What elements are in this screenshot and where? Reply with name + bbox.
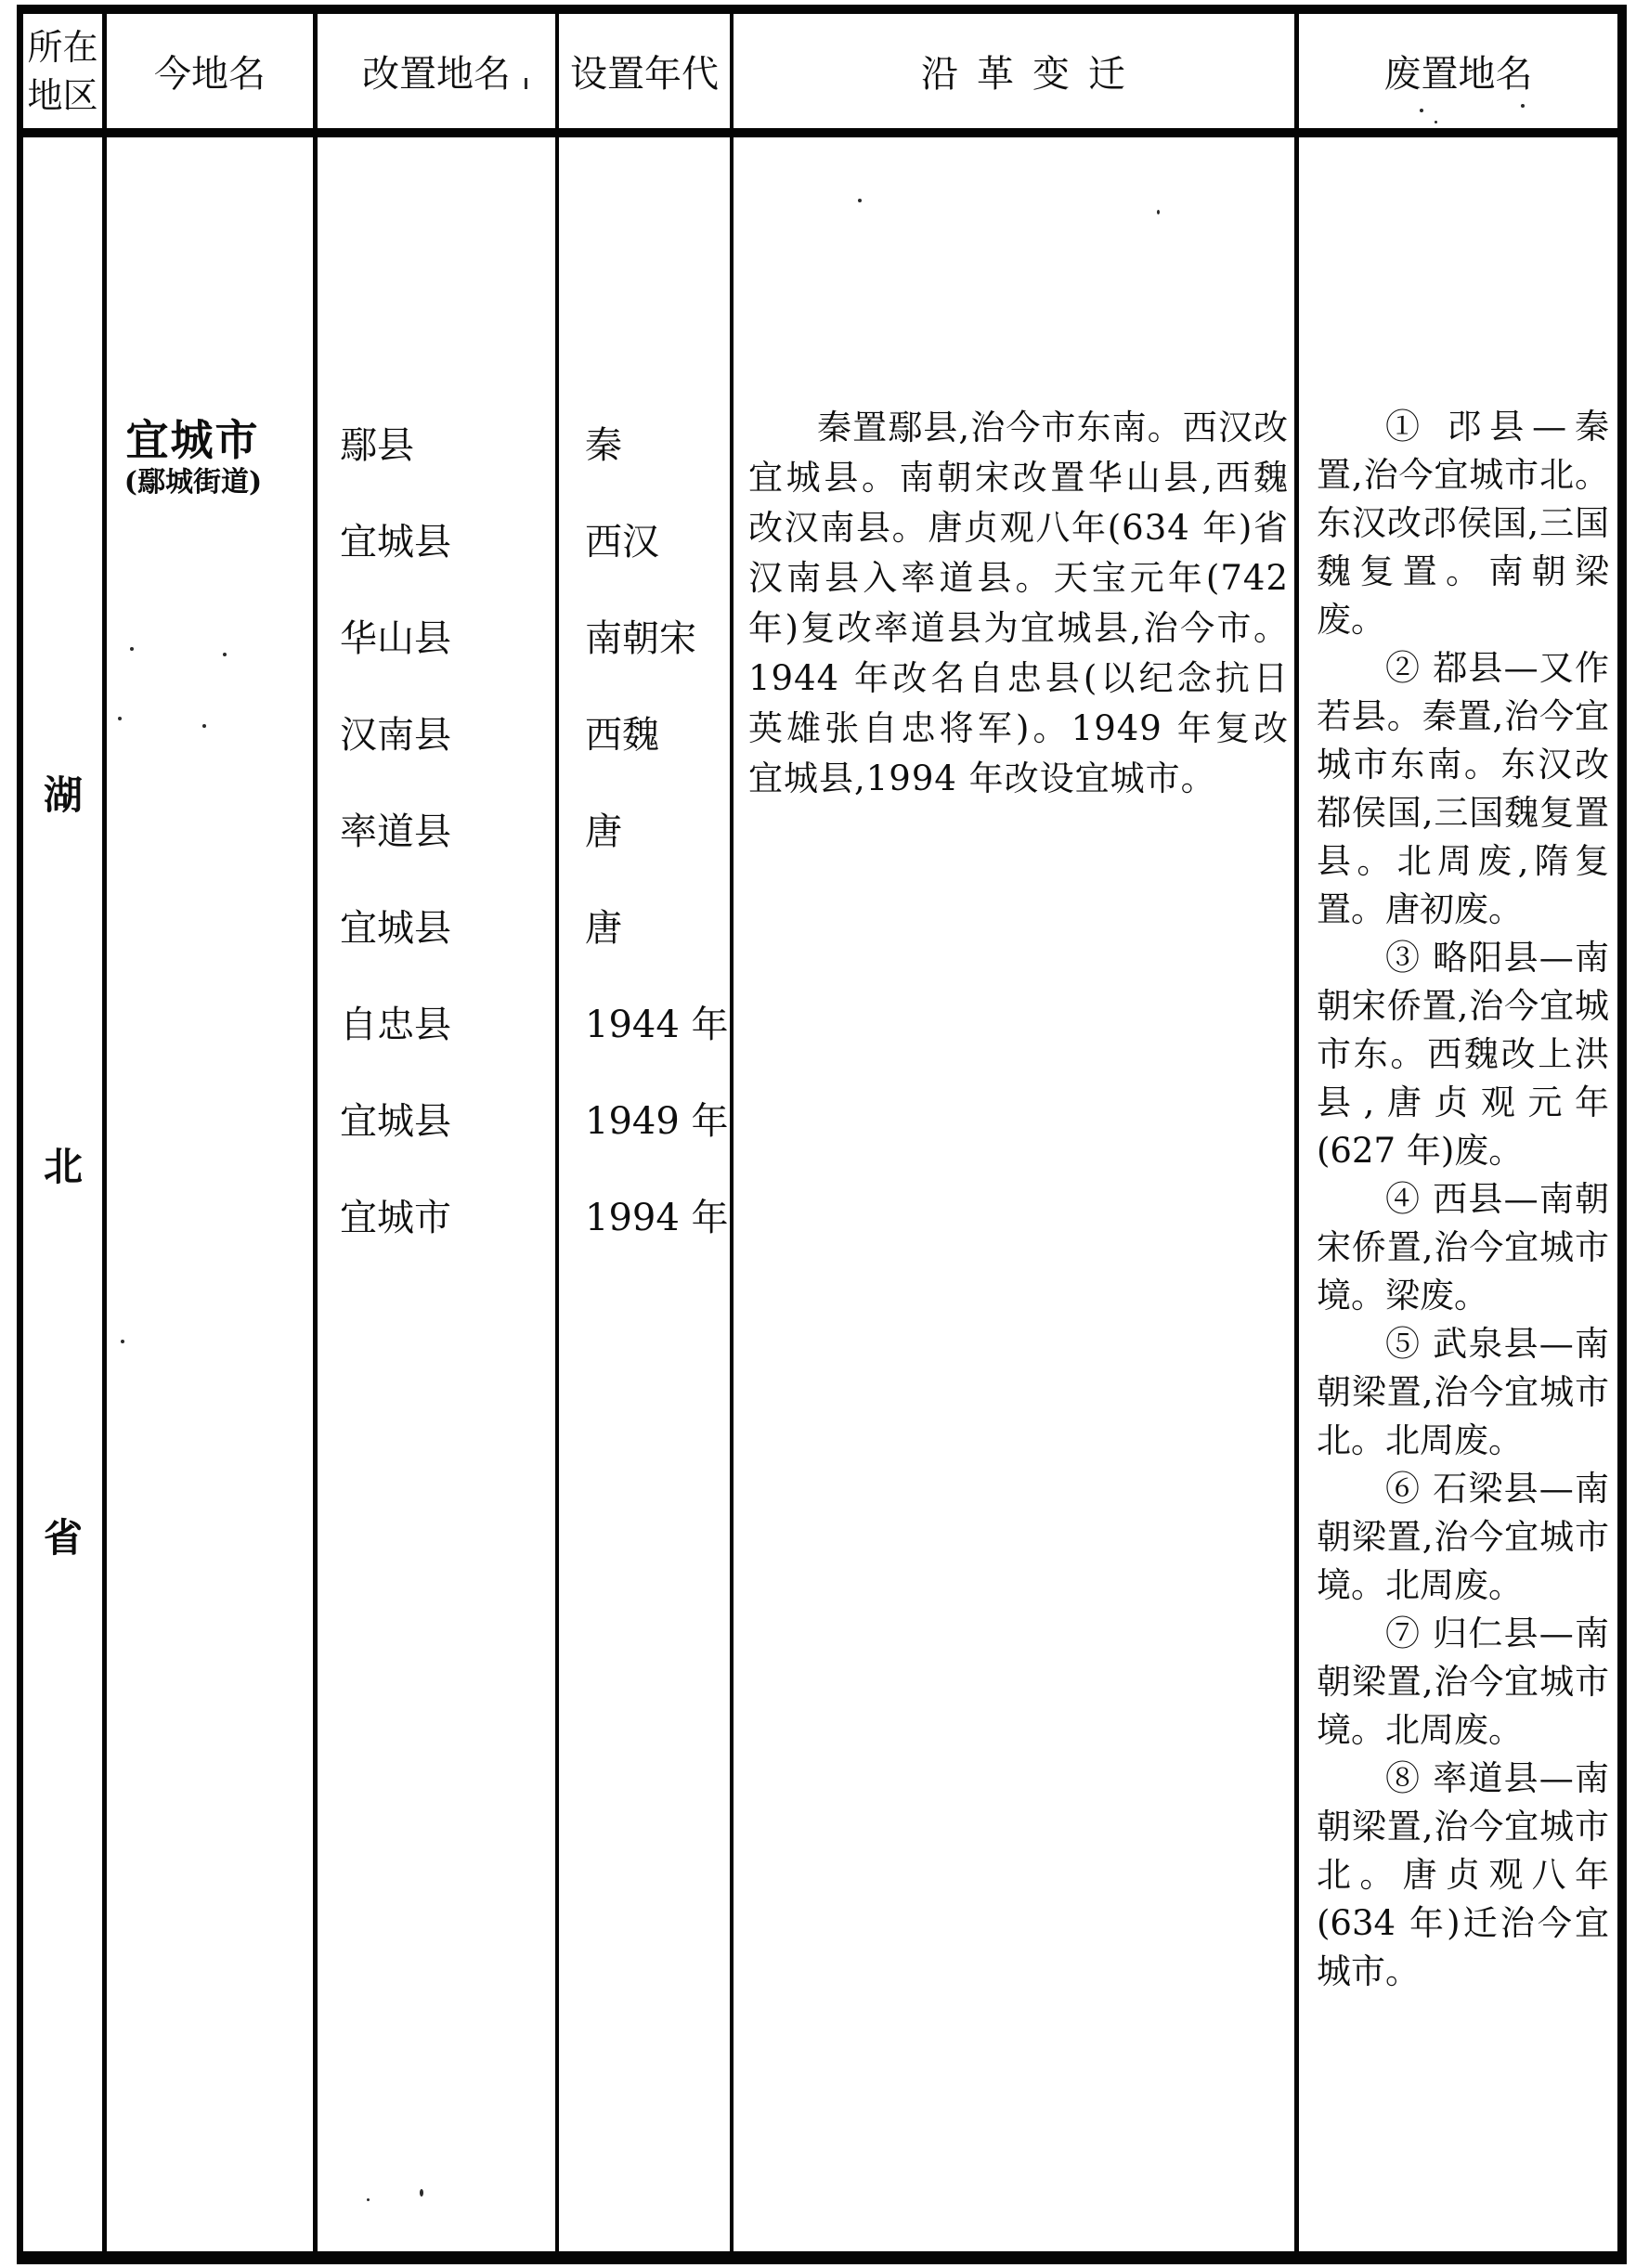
column-divider-5 bbox=[1294, 5, 1299, 2264]
region-char-bei: 北 bbox=[43, 1144, 83, 1189]
abolished-note-7: ⑦ 归仁县—南朝梁置,治今宜城市境。北周废。 bbox=[1317, 1614, 1609, 1750]
era-item: 秦 bbox=[585, 424, 622, 467]
scan-artifact bbox=[1420, 109, 1423, 112]
changed-name-item: 率道县 bbox=[340, 810, 451, 853]
table-border-right bbox=[1617, 5, 1627, 2264]
abolished-names-column bbox=[1317, 403, 1609, 1996]
changed-name-item: 宜城县 bbox=[340, 521, 451, 564]
changed-name-item: 宜城市 bbox=[340, 1197, 451, 1239]
header-current-name-label: 今地名 bbox=[154, 53, 266, 96]
era-item: 1944 年 bbox=[585, 1004, 729, 1046]
table-border-bottom bbox=[17, 2251, 1627, 2264]
abolished-note-8: ⑧ 率道县—南朝梁置,治今宜城市北。唐贞观八年(634 年)迁治今宜城市。 bbox=[1317, 1758, 1609, 1991]
abolished-note-5: ⑤ 武泉县—南朝梁置,治今宜城市北。北周废。 bbox=[1317, 1324, 1609, 1460]
table-border-top bbox=[17, 5, 1627, 14]
header-cell-historical-changes bbox=[734, 14, 1313, 128]
header-cell-abolished-names bbox=[1299, 14, 1617, 128]
abolished-note-1: ① 邔县—秦置,治今宜城市北。东汉改邔侯国,三国魏复置。南朝梁废。 bbox=[1317, 407, 1609, 640]
scan-artifact bbox=[1521, 104, 1525, 108]
header-historical-changes-label: 沿革变迁 bbox=[921, 53, 1144, 96]
scan-artifact bbox=[121, 1340, 124, 1343]
header-region-line2: 地区 bbox=[27, 74, 98, 116]
current-place-name: 宜城市 bbox=[125, 415, 260, 465]
changed-name-item: 宜城县 bbox=[340, 1100, 451, 1143]
column-divider-4 bbox=[730, 5, 734, 2264]
era-item: 南朝宋 bbox=[585, 617, 696, 660]
header-cell-current-name bbox=[107, 14, 313, 128]
changed-name-item: 鄢县 bbox=[340, 424, 414, 467]
era-item: 西魏 bbox=[585, 714, 659, 757]
column-divider-2 bbox=[313, 5, 318, 2264]
region-char-hu: 湖 bbox=[43, 772, 83, 818]
era-item: 唐 bbox=[585, 907, 622, 950]
changed-name-item: 自忠县 bbox=[340, 1004, 451, 1046]
establishment-era-list bbox=[585, 397, 730, 1266]
era-item: 1949 年 bbox=[585, 1100, 729, 1143]
table-border-left bbox=[17, 5, 23, 2264]
header-changed-names-label: 改置地名 bbox=[362, 53, 511, 96]
era-item: 西汉 bbox=[585, 521, 659, 564]
historical-changes-paragraph: 秦置鄢县,治今市东南。西汉改宜城县。南朝宋改置华山县,西魏改汉南县。唐贞观八年(634 年)省汉南县入率道县。天宝元年(742 年)复改率道县为宜城县,治今市。1944 年改名自忠县(以纪念抗日英雄张自忠将军)。1949 年复改宜城县,1994 年改设宜城市。 bbox=[748, 408, 1289, 798]
header-separator bbox=[17, 128, 1627, 137]
header-abolished-names-label: 废置地名 bbox=[1383, 53, 1533, 96]
header-cell-region bbox=[23, 14, 102, 128]
scan-artifact bbox=[1435, 121, 1437, 123]
header-region-line1: 所在 bbox=[27, 26, 98, 68]
scan-artifact bbox=[223, 653, 227, 656]
abolished-note-6: ⑥ 石梁县—南朝梁置,治今宜城市境。北周废。 bbox=[1317, 1469, 1609, 1605]
header-establishment-era-label: 设置年代 bbox=[570, 53, 719, 96]
changed-name-item: 宜城县 bbox=[340, 907, 451, 950]
changed-name-item: 华山县 bbox=[340, 617, 451, 660]
scan-artifact bbox=[202, 724, 206, 728]
header-cell-changed-names bbox=[318, 14, 555, 128]
header-cell-establishment-era bbox=[559, 14, 730, 128]
changed-names-list bbox=[340, 397, 553, 1266]
scan-artifact bbox=[367, 2198, 370, 2201]
current-place-name-note: (鄢城街道) bbox=[123, 466, 263, 499]
scan-artifact bbox=[118, 717, 122, 720]
column-divider-3 bbox=[555, 5, 559, 2264]
scan-artifact bbox=[525, 78, 527, 89]
era-item: 1994 年 bbox=[585, 1197, 729, 1239]
scan-artifact bbox=[858, 199, 862, 202]
changed-name-item: 汉南县 bbox=[340, 714, 451, 757]
scan-artifact bbox=[130, 647, 134, 651]
region-char-sheng: 省 bbox=[43, 1515, 83, 1561]
abolished-note-3: ③ 略阳县—南朝宋侨置,治今宜城市东。西魏改上洪县,唐贞观元年(627 年)废。 bbox=[1317, 938, 1609, 1171]
scan-artifact bbox=[1157, 210, 1160, 214]
era-item: 唐 bbox=[585, 810, 622, 853]
abolished-note-4: ④ 西县—南朝宋侨置,治今宜城市境。梁废。 bbox=[1317, 1179, 1609, 1315]
column-divider-1 bbox=[102, 5, 107, 2264]
scan-artifact bbox=[420, 2189, 423, 2197]
abolished-note-2: ② 鄀县—又作若县。秦置,治今宜城市东南。东汉改鄀侯国,三国魏复置县。北周废,隋复置。唐初废。 bbox=[1317, 648, 1609, 929]
